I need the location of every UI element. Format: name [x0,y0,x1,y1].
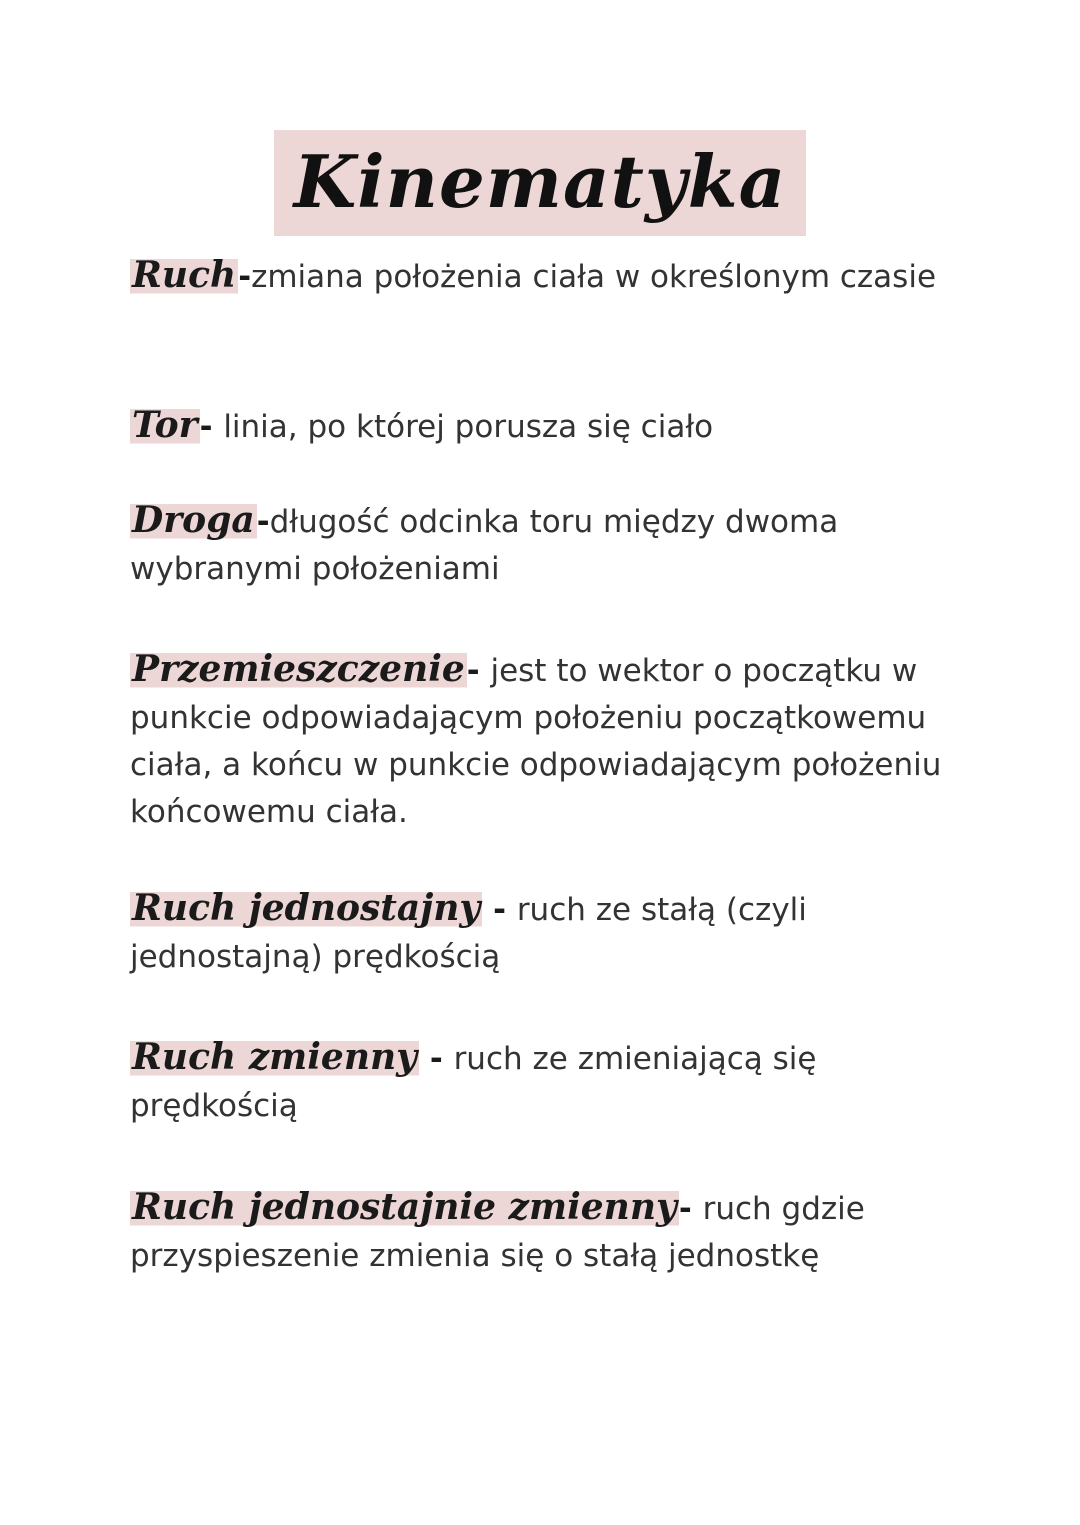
definition: długość odcinka toru między dwoma wybranymi położeniami [130,504,839,587]
title-container [0,130,1080,236]
term: Droga [132,499,255,541]
separator: - [256,504,270,540]
term: Ruch zmienny [132,1036,418,1078]
separator: - [419,1041,454,1077]
definition-entry-ruch-jednostajnie-zmienny [130,1184,950,1280]
definition-entry-ruch [130,252,950,301]
definition-entry-tor [130,402,950,451]
definition: jest to wektor o początku w punkcie odpowiadającym położeniu początkowemu ciała, a końcu w punkcie odpowiadającym położeniu końcowemu ciała. [130,653,942,830]
definition-entry-ruch-jednostajny [130,885,950,981]
definition-entry-droga [130,497,950,593]
definition: zmiana położenia ciała w określonym czasie [251,259,937,295]
term: Tor [132,404,198,446]
separator: - [238,259,252,295]
definition: ruch ze zmieniającą się prędkością [130,1041,817,1124]
page-title: Kinematyka [274,130,807,236]
definition-entry-przemieszczenie [130,646,950,836]
separator: - [678,1191,703,1227]
term: Ruch [132,254,237,296]
separator: - [199,409,224,445]
term: Przemieszczenie [132,648,465,690]
separator: - [482,892,517,928]
definition: linia, po której porusza się ciało [223,409,714,445]
separator: - [466,653,491,689]
definition-entry-ruch-zmienny [130,1034,950,1130]
definition: ruch ze stałą (czyli jednostajną) prędkością [130,892,807,975]
definition: ruch gdzie przyspieszenie zmienia się o stałą jednostkę [130,1191,865,1274]
term: Ruch jednostajny [132,887,481,929]
term: Ruch jednostajnie zmienny [132,1186,677,1228]
